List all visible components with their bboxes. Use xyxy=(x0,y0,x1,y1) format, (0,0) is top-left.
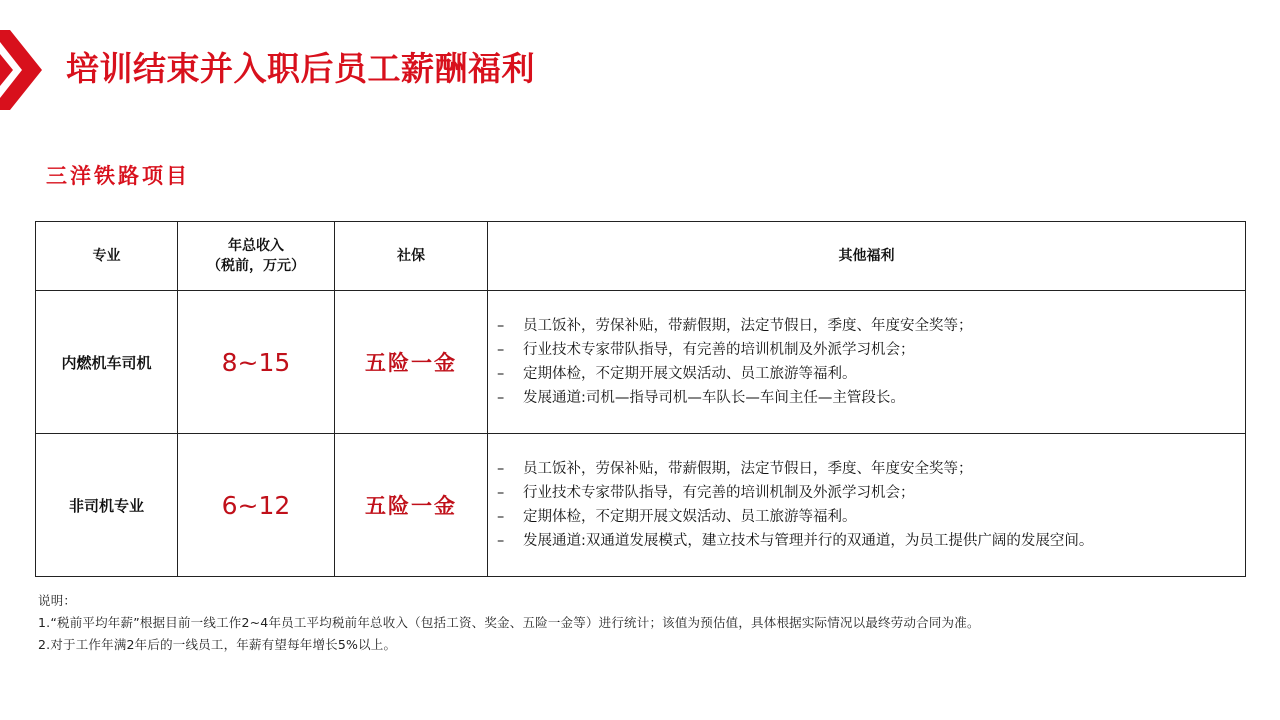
row-income: 8~15 xyxy=(178,291,335,434)
benefit-text: 发展通道:双通道发展模式，建立技术与管理并行的双通道，为员工提供广阔的发展空间。 xyxy=(523,533,1094,549)
bullet-dash: – xyxy=(497,318,505,334)
benefits-list xyxy=(488,314,1245,410)
benefit-text: 发展通道:司机—指导司机—车队长—车间主任—主管段长。 xyxy=(523,390,905,406)
row-major: 内燃机车司机 xyxy=(36,291,178,434)
list-item xyxy=(497,529,1245,553)
list-item xyxy=(497,338,1245,362)
bullet-dash: – xyxy=(497,509,505,525)
bullet-dash: – xyxy=(497,461,505,477)
list-item xyxy=(497,505,1245,529)
table-row xyxy=(36,291,1246,434)
header-benefits: 其他福利 xyxy=(488,222,1246,291)
notes xyxy=(38,590,980,656)
benefit-text: 员工饭补，劳保补贴，带薪假期，法定节假日，季度、年度安全奖等； xyxy=(523,461,973,477)
bullet-dash: – xyxy=(497,390,505,406)
bullet-dash: – xyxy=(497,533,505,549)
header-income-line1: 年总收入 xyxy=(228,238,284,254)
bullet-dash: – xyxy=(497,342,505,358)
list-item xyxy=(497,314,1245,338)
row-benefits xyxy=(488,291,1246,434)
note-item: 1.“税前平均年薪”根据目前一线工作2~4年员工平均税前年总收入（包括工资、奖金、五险一金等）进行统计；该值为预估值，具体根据实际情况以最终劳动合同为准。 xyxy=(38,615,980,630)
note-item: 2.对于工作年满2年后的一线员工，年薪有望每年增长5%以上。 xyxy=(38,637,397,652)
header-income-line2: （税前，万元） xyxy=(207,258,305,274)
list-item xyxy=(497,362,1245,386)
welfare-table xyxy=(35,221,1246,577)
row-income: 6~12 xyxy=(178,434,335,577)
benefit-text: 行业技术专家带队指导，有完善的培训机制及外派学习机会； xyxy=(523,485,915,501)
row-benefits xyxy=(488,434,1246,577)
list-item xyxy=(497,386,1245,410)
benefits-list xyxy=(488,457,1245,553)
list-item xyxy=(497,481,1245,505)
list-item xyxy=(497,457,1245,481)
header-major: 专业 xyxy=(36,222,178,291)
row-major: 非司机专业 xyxy=(36,434,178,577)
chevron-right-icon xyxy=(0,30,42,110)
benefit-text: 员工饭补，劳保补贴，带薪假期，法定节假日，季度、年度安全奖等； xyxy=(523,318,973,334)
table-header-row xyxy=(36,222,1246,291)
benefit-text: 行业技术专家带队指导，有完善的培训机制及外派学习机会； xyxy=(523,342,915,358)
benefit-text: 定期体检，不定期开展文娱活动、员工旅游等福利。 xyxy=(523,509,857,525)
header-income xyxy=(178,222,335,291)
benefit-text: 定期体检，不定期开展文娱活动、员工旅游等福利。 xyxy=(523,366,857,382)
row-insurance: 五险一金 xyxy=(335,291,488,434)
bullet-dash: – xyxy=(497,366,505,382)
notes-heading: 说明： xyxy=(38,593,77,608)
header-insurance: 社保 xyxy=(335,222,488,291)
page-title: 培训结束并入职后员工薪酬福利 xyxy=(66,49,535,88)
section-title: 三洋铁路项目 xyxy=(46,163,190,188)
table-row xyxy=(36,434,1246,577)
bullet-dash: – xyxy=(497,485,505,501)
row-insurance: 五险一金 xyxy=(335,434,488,577)
